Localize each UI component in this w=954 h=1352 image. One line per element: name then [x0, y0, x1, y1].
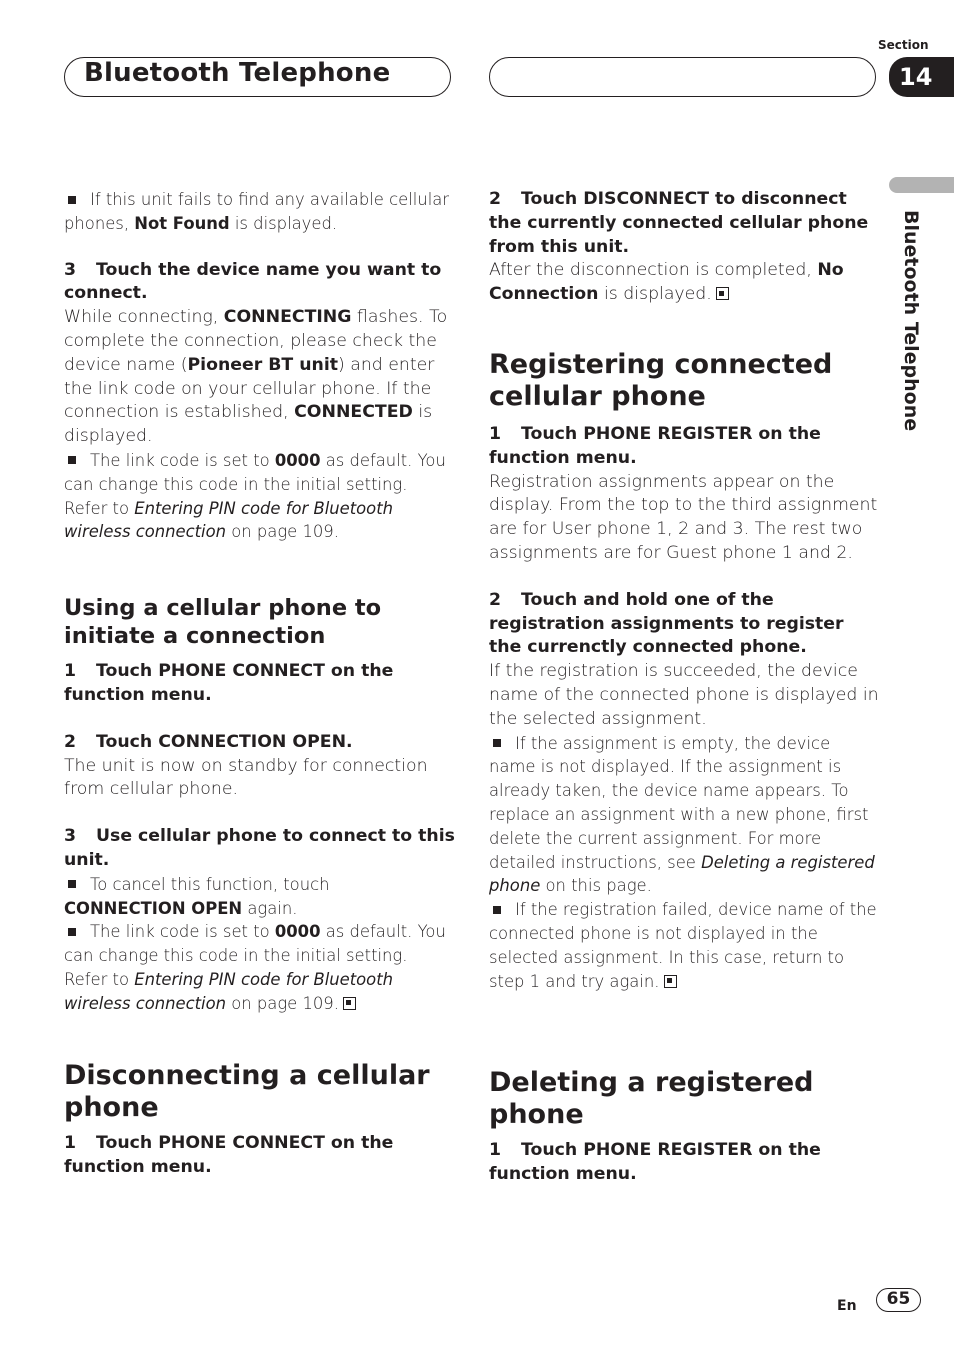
step-1-phone-register-del: 1 Touch PHONE REGISTER on the function menu.	[489, 1140, 821, 1184]
step-1-phone-connect-disc: 1 Touch PHONE CONNECT on the function menu.	[64, 1133, 394, 1177]
registration-assignments-paragraph: Registration assignments appear on the display. From the top to the third assignment are for User phone 1, 2 and 3. The rest two assignments are for Guest phone 1 and 2.	[489, 471, 878, 563]
note-link-code: The link code is set to 0000 as default. You can change this code in the initial setting. Refer to Entering PIN code for Bluetooth wireless connection on page 109.	[64, 450, 446, 542]
footer-page-number: 65	[876, 1288, 921, 1312]
note-link-code-2: The link code is set to 0000 as default. You can change this code in the initial setting. Refer to Entering PIN code for Bluetooth wireless connection on page 109.	[64, 922, 446, 1013]
step-3-use-cellular: 3 Use cellular phone to connect to this unit.	[64, 826, 455, 870]
header-blank-frame	[489, 57, 876, 97]
footer-language: En	[837, 1298, 857, 1314]
step-2-touch-hold: 2 Touch and hold one of the registration assignments to register the currenctly connected phone.	[489, 589, 844, 658]
heading-registering: Registering connected cellular phone	[489, 348, 833, 412]
disconnect-paragraph: After the disconnection is completed, No Connection is displayed.	[489, 260, 844, 305]
note-assignment-empty: If the assignment is empty, the device name is not displayed. If the assignment is already taken, the device name appears. To replace an assignment with a new phone, first delete the current assignment. For more detailed instructions, see Deleting a registered phone on this page.	[489, 733, 875, 896]
bullet-icon	[493, 906, 501, 914]
registration-success-paragraph: If the registration is succeeded, the device name of the connected phone is displayed in the selected assignment.	[489, 661, 879, 729]
bullet-icon	[68, 928, 76, 936]
bullet-icon	[493, 739, 501, 747]
side-section-label	[880, 210, 940, 450]
heading-disconnecting: Disconnecting a cellular phone	[64, 1060, 430, 1123]
header-title: Bluetooth Telephone	[84, 58, 391, 88]
step-2-disconnect: 2 Touch DISCONNECT to disconnect the currently connected cellular phone from this unit.	[489, 189, 869, 257]
right-column-bottom	[489, 1067, 881, 1187]
section-number-badge: 14	[889, 57, 954, 97]
standby-paragraph: The unit is now on standby for connection from cellular phone.	[64, 755, 428, 800]
bullet-icon	[68, 456, 76, 464]
step-2-connection-open: 2 Touch CONNECTION OPEN.	[64, 731, 353, 752]
side-section-text: Bluetooth Telephone	[900, 210, 922, 432]
bullet-icon	[68, 880, 76, 888]
end-mark-icon	[343, 997, 356, 1010]
heading-using-cellular-phone: Using a cellular phone to initiate a connection	[64, 595, 382, 650]
note-not-found: If this unit fails to find any available cellular phones, Not Found is displayed.	[64, 190, 450, 233]
step-1-phone-register: 1 Touch PHONE REGISTER on the function menu.	[489, 423, 821, 468]
end-mark-icon	[664, 975, 677, 988]
end-mark-icon	[716, 287, 729, 300]
side-thumb-tab	[889, 177, 954, 193]
section-label: Section	[878, 38, 929, 52]
heading-deleting: Deleting a registered phone	[489, 1067, 814, 1130]
right-column	[489, 188, 881, 993]
step-1-phone-connect: 1 Touch PHONE CONNECT on the function menu.	[64, 661, 394, 705]
bullet-icon	[68, 196, 76, 204]
note-cancel: To cancel this function, touch CONNECTION OPEN again.	[64, 874, 330, 918]
note-registration-failed: If the registration failed, device name of the connected phone is not displayed in the selected assignment. In this case, return to step 1 and try again.	[489, 900, 877, 991]
step-3-touch-device: 3 Touch the device name you want to connect.	[64, 259, 442, 304]
left-column	[64, 188, 456, 1016]
left-column-bottom	[64, 1060, 456, 1180]
connecting-paragraph: While connecting, CONNECTING flashes. To complete the connection, please check the device name (Pioneer BT unit) and enter the link code on your cellular phone. If the connection is established, CONNECTED is displayed.	[64, 307, 448, 447]
